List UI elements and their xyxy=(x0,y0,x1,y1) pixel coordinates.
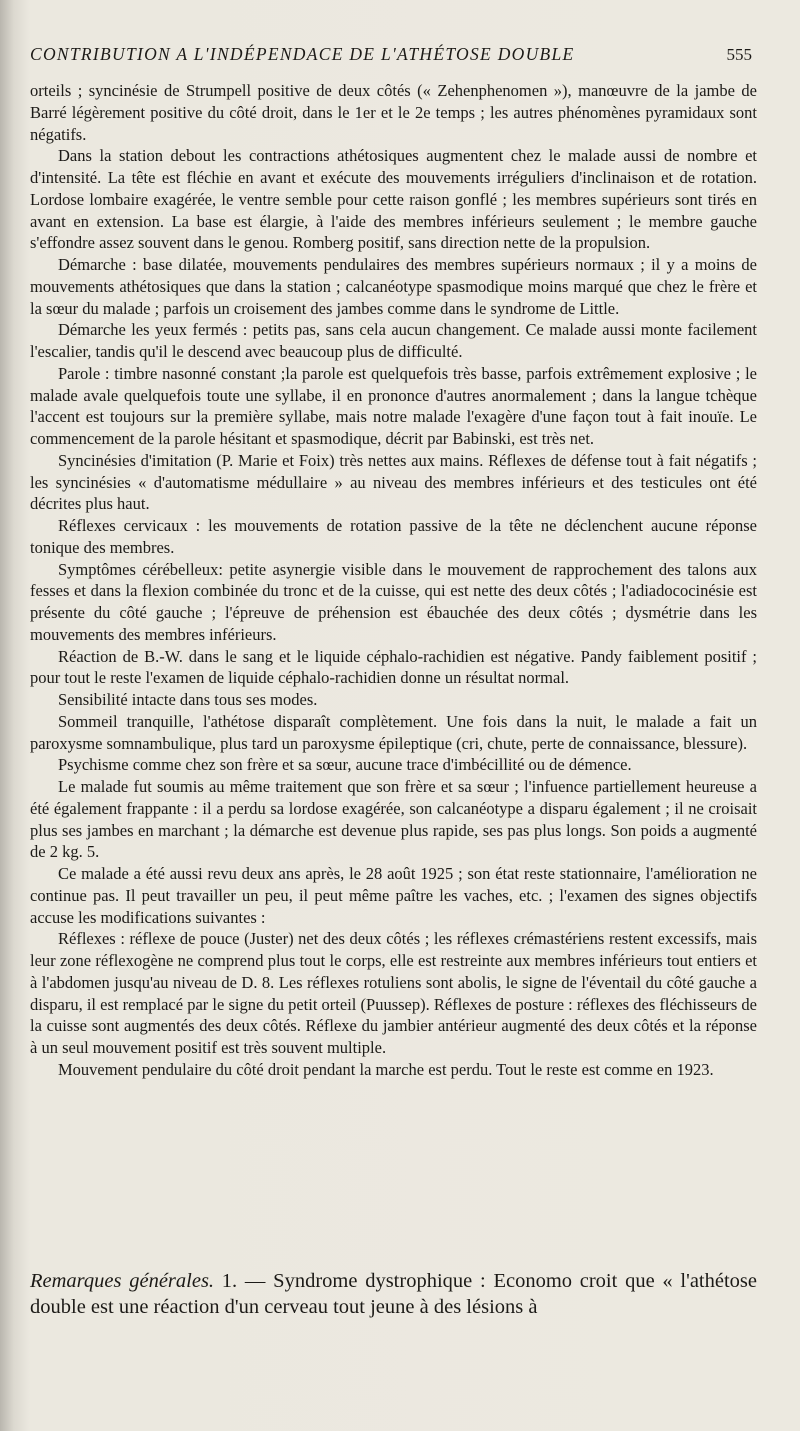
paragraph: Le malade fut soumis au même traitement que son frère et sa sœur ; l'infuence partiellement heureuse a été également frappante : il a perdu sa lordose exagérée, son calcanéotype a disparu également ; il ne croisait plus ses jambes en marchant ; la démarche est devenue plus rapide, ses pas plus longs. Son poids a augmenté de 2 kg. 5. xyxy=(30,777,757,862)
running-header xyxy=(30,44,752,65)
paragraph: Ce malade a été aussi revu deux ans après, le 28 août 1925 ; son état reste stationnaire, l'amélioration ne continue pas. Il peut travailler un peu, il peut même paître les vaches, etc. ; l'examen des signes objectifs accuse les modifications suivantes : xyxy=(30,864,757,927)
page-number: 555 xyxy=(726,45,752,64)
paragraph: Sommeil tranquille, l'athétose disparaît complètement. Une fois dans la nuit, le malade a fait un paroxysme somnambulique, plus tard un paroxysme épileptique (cri, chute, perte de connaissance, blessure). xyxy=(30,711,757,753)
paragraph: Syncinésies d'imitation (P. Marie et Foix) très nettes aux mains. Réflexes de défense tout à fait négatifs ; les syncinésies « d'automatisme médullaire » au niveau des membres inférieurs et des testicules ont été décrites plus haut. xyxy=(30,450,757,514)
paragraph: Parole : timbre nasonné constant ;la parole est quelquefois très basse, parfois extrêmement explosive ; le malade avale quelquefois toute une syllabe, il en prononce d'autres anormalement ; dans la langue tchèque l'accent est toujours sur la première syllabe, mais notre malade l'exagère d'une façon tout à fait inouïe. Le commencement de la parole hésitant et spasmodique, décrit par Babinski, est très net. xyxy=(30,363,757,448)
general-remarks xyxy=(30,1268,757,1320)
running-title: CONTRIBUTION A L'INDÉPENDACE DE L'ATHÉTOSE DOUBLE xyxy=(30,44,575,64)
remarks-text: 1. — Syndrome dystrophique : Economo croit que « l'athétose double est une réaction d'un cerveau tout jeune à des lésions à xyxy=(30,1270,757,1318)
paragraph: Réflexes : réflexe de pouce (Juster) net des deux côtés ; les réflexes crémastériens restent excessifs, mais leur zone réflexogène ne comprend plus tout le corps, elle est restreinte aux membres inférieurs tout entiers et à l'abdomen jusqu'au niveau de D. 8. Les réflexes rotuliens sont abolis, le signe de l'éventail du côté gauche a disparu, il est remplacé par le signe du petit orteil (Puussep). Réflexes de posture : réflexes des fléchisseurs de la cuisse sont augmentés des deux côtés. Réflexe du jambier antérieur augmenté des deux côtés et la réponse à un seul mouvement positif est très souvent multiple. xyxy=(30,929,757,1057)
paragraph: Réaction de B.-W. dans le sang et le liquide céphalo-rachidien est négative. Pandy faiblement positif ; pour tout le reste l'examen de liquide céphalo-rachidien donne un résultat normal. xyxy=(30,646,757,688)
paragraph: Démarche les yeux fermés : petits pas, sans cela aucun changement. Ce malade aussi monte facilement l'escalier, tandis qu'il le descend avec beaucoup plus de difficulté. xyxy=(30,320,757,361)
paragraph: Réflexes cervicaux : les mouvements de rotation passive de la tête ne déclenchent aucune réponse tonique des membres. xyxy=(30,516,757,557)
paragraph: Dans la station debout les contractions athétosiques augmentent chez le malade aussi de nombre et d'intensité. La tête est fléchie en avant et exécute des mouvements irréguliers d'inclinaison et de rotation. Lordose lombaire exagérée, le ventre semble pour cette raison gonflé ; les membres supérieurs sont tirés en avant en extension. La base est élargie, à l'aide des membres inférieurs seulement ; le membre gauche s'effondre assez souvent dans le genou. Romberg positif, sans direction nette de la propulsion. xyxy=(30,146,757,253)
remarks-heading: Remarques générales. xyxy=(30,1270,215,1292)
paragraph: Psychisme comme chez son frère et sa sœur, aucune trace d'imbécillité ou de démence. xyxy=(58,755,632,775)
paragraph: Démarche : base dilatée, mouvements pendulaires des membres supérieurs normaux ; il y a moins de mouvements athétosiques que dans la station ; calcanéotype spasmodique moins marqué que chez le frère et la sœur du malade ; parfois un croisement des jambes comme dans le syndrome de Little. xyxy=(30,255,757,318)
paragraph: Sensibilité intacte dans tous ses modes. xyxy=(58,690,318,709)
paragraph: Mouvement pendulaire du côté droit pendant la marche est perdu. Tout le reste est comme en 1923. xyxy=(58,1059,714,1079)
paragraph: Symptômes cérébelleux: petite asynergie visible dans le mouvement de rapprochement des talons aux fesses et dans la flexion combinée du tronc et de la cuisse, qui est nette des deux côtés ; l'adiadococinésie est présente du côté gauche ; l'épreuve de préhension est ébauchée des deux côtés ; dysmétrie dans les mouvements des membres inférieurs. xyxy=(30,559,757,644)
body-text xyxy=(30,80,757,1081)
paragraph: orteils ; syncinésie de Strumpell positive de deux côtés (« Zehenphenomen »), manœuvre de la jambe de Barré légèrement positive du côté droit, dans le 1er et le 2e temps ; les autres phénomènes pyramidaux sont négatifs. xyxy=(30,81,757,144)
